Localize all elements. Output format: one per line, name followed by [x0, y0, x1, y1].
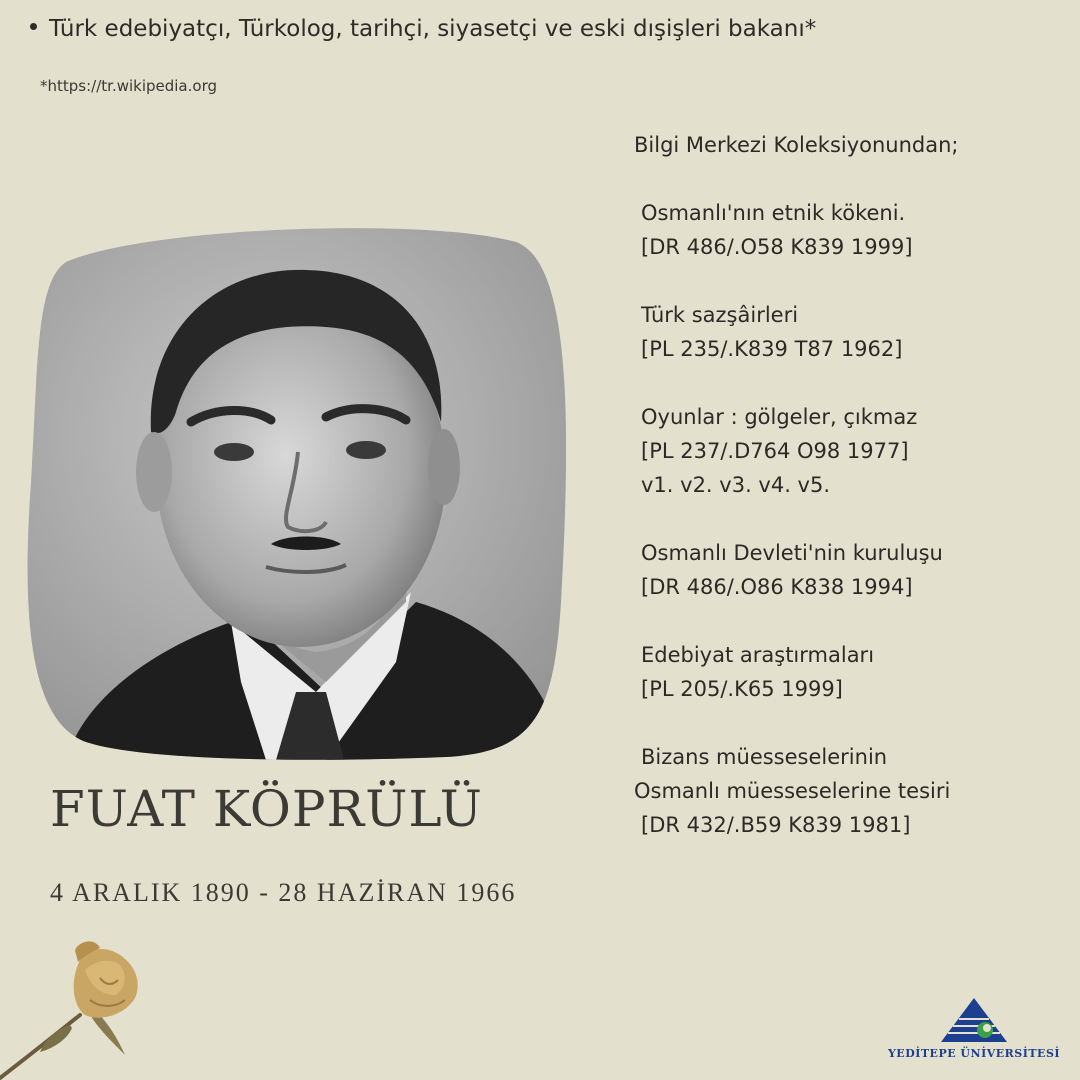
dried-rose-icon: [0, 930, 160, 1080]
book-title: Osmanlı Devleti'nin kuruluşu: [641, 541, 943, 565]
book-title: Türk sazşâirleri: [641, 303, 799, 327]
collection-heading: Bilgi Merkezi Koleksiyonundan;: [634, 133, 959, 157]
source-note: *https://tr.wikipedia.org: [40, 77, 217, 95]
book-call-number: [PL 205/.K65 1999]: [641, 677, 843, 701]
book-call-number: [DR 486/.O58 K839 1999]: [641, 235, 913, 259]
book-item: [634, 298, 1064, 366]
bullet-dot-icon: [30, 23, 37, 30]
book-item: [634, 740, 1064, 842]
collection-list: [634, 128, 1064, 876]
description-text: Türk edebiyatçı, Türkolog, tarihçi, siyasetçi ve eski dışişleri bakanı*: [49, 16, 817, 42]
person-dates: 4 ARALIK 1890 - 28 HAZİRAN 1966: [50, 878, 517, 907]
yeditepe-logo-icon: [939, 996, 1009, 1044]
book-title: Edebiyat araştırmaları: [641, 643, 875, 667]
portrait-photo: [26, 222, 566, 760]
book-title-continued: Osmanlı müesseselerine tesiri: [634, 779, 951, 803]
book-call-number: [DR 486/.O86 K838 1994]: [641, 575, 913, 599]
description-bullet: [30, 16, 816, 42]
book-volumes: v1. v2. v3. v4. v5.: [641, 473, 831, 497]
logo-text: YEDİTEPE ÜNİVERSİTESİ: [887, 1047, 1061, 1060]
book-item: [634, 400, 1064, 502]
book-call-number: [PL 237/.D764 O98 1977]: [641, 439, 909, 463]
book-item: [634, 196, 1064, 264]
university-logo: [884, 996, 1064, 1076]
book-title: Oyunlar : gölgeler, çıkmaz: [641, 405, 918, 429]
book-call-number: [PL 235/.K839 T87 1962]: [641, 337, 903, 361]
book-item: [634, 536, 1064, 604]
book-call-number: [DR 432/.B59 K839 1981]: [641, 813, 911, 837]
book-title: Bizans müesseselerinin: [641, 745, 888, 769]
person-name: FUAT KÖPRÜLÜ: [50, 780, 483, 838]
book-item: [634, 638, 1064, 706]
book-title: Osmanlı'nın etnik kökeni.: [641, 201, 906, 225]
